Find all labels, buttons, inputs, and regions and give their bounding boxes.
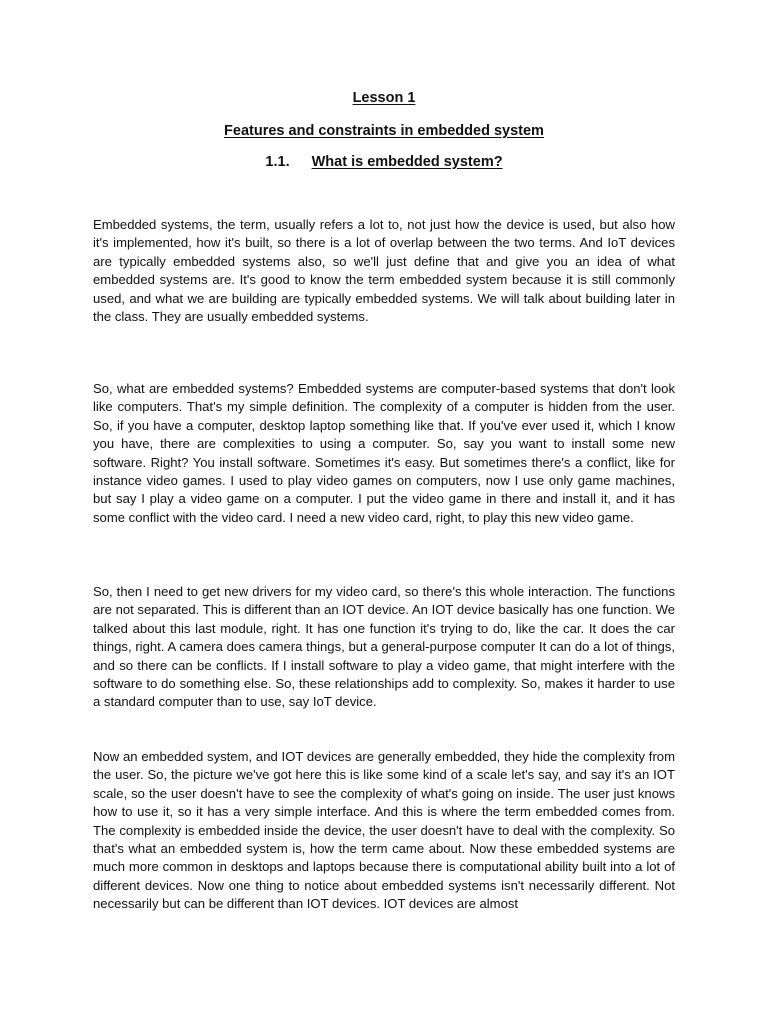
- paragraph-1: Embedded systems, the term, usually refers a lot to, not just how the device is used, but also how it's implemented, how it's built, so there is a lot of overlap between the two terms. And IoT devices are typically embedded systems also, so we'll just define that and give you an idea of what embedded systems are. It's good to know the term embedded system because it is still commonly used, and what we are building are typically embedded systems. We will talk about building later in the class. They are usually embedded systems.: [93, 217, 675, 325]
- section-number: 1.1.: [265, 154, 290, 170]
- section-title: What is embedded system?: [311, 154, 503, 170]
- paragraph-3: So, then I need to get new drivers for my video card, so there's this whole interaction. The functions are not separated. This is different than an IOT device. An IOT device basically has one function. We talked about this last module, right. It has one function it's trying to do, like the car. It does the car things, right. A camera does camera things, but a general-purpose computer It can do a lot of things, and so there can be conflicts. If I install software to play a video game, that might interfere with the software to do something else. So, these relationships add to complexity. So, makes it harder to use a standard computer than to use, say IoT device.: [93, 584, 675, 710]
- paragraph-4: Now an embedded system, and IOT devices are generally embedded, they hide the complexity from the user. So, the picture we've got here this is like some kind of a scale let's say, and say it's an IOT scale, so the user doesn't have to see the complexity of what's going on inside. The user just knows how to use it, so it has a very simple interface. And this is where the term embedded comes from. The complexity is embedded inside the device, the user doesn't have to deal with the complexity. So that's what an embedded system is, how the term came about. Now these embedded systems are much more common in desktops and laptops because there is computational ability built into a lot of different devices. Now one thing to notice about embedded systems isn't necessarily different. Not necessarily but can be different than IOT devices. IOT devices are almost: [93, 749, 675, 912]
- paragraph-2: So, what are embedded systems? Embedded systems are computer-based systems that don't look like computers. That's my simple definition. The complexity of a computer is hidden from the user. So, if you have a computer, desktop laptop something like that. If you've ever used it, which I know you have, there are complexities to using a computer. So, say you want to install some new software. Right? You install software. Sometimes it's easy. But sometimes there's a conflict, like for instance video games. I used to play video games on computers, now I use only game machines, but say I play a video game on a computer. I put the video game in there and install it, and it has some conflict with the video card. I need a new video card, right, to play this new video game.: [93, 381, 675, 525]
- section-heading: [0, 153, 768, 171]
- document-subtitle: Features and constraints in embedded system: [224, 123, 544, 139]
- lesson-title: Lesson 1: [352, 90, 416, 106]
